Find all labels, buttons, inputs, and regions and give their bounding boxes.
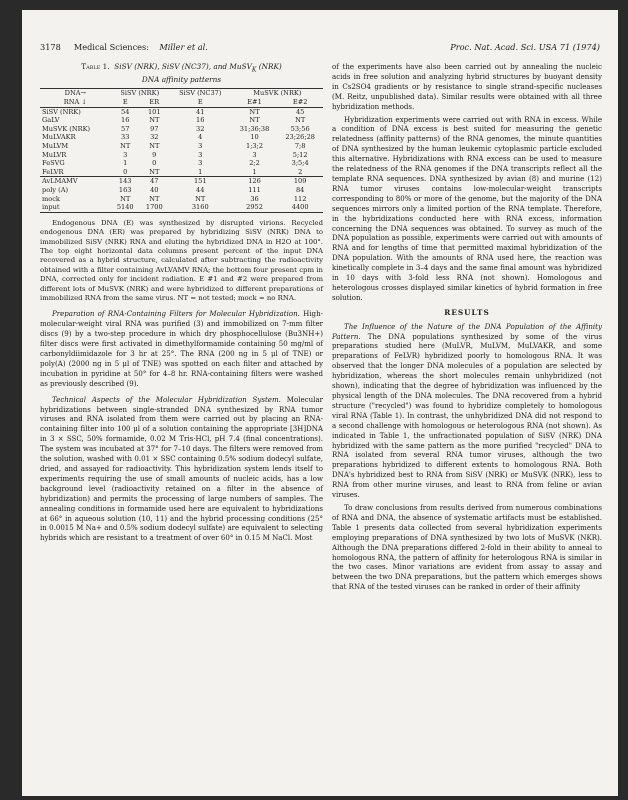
table-row <box>40 133 323 142</box>
table-cell: 0 <box>152 159 157 168</box>
body-paragraph: Hybridization experiments were carried out with RNA in excess. While a condition of DNA excess is best suited for measuring the genetic relatedness (affinity patterns) of the RNA genomes, the minute quantities of DNA synthesized by the human leukemic cytoplasmic particle excluded this alternative. Hybridizations with RNA excess can be used to measure the relatedness of the RNA genomes if the DNA transcripts reflect all the template RNA sequences. DNA synthesized by avian (8) and murine (12) RNA tumor viruses contains low-molecular-weight transcripts corresponding to 80% or more of the genome, but the majority of the DNA sequences mirrors only a limited portion of the RNA template. Therefore, in the hybridizations conducted here with RNA excess, information concerning the DNA sequences was obtained. To survey as much of the DNA population as possible, experiments were carried out with amounts of RNA and for lengths of time that permitted maximal hybridization of the DNA population. With the amounts of RNA used here, the reaction was kinetically complete in 3–4 days and the same final amount was hybridized in 10 days with 3-fold less RNA (not shown). Homologous and heterologous crosses displayed similar kinetics of hybrid formation in free solution. <box>332 114 602 302</box>
table-cell: 1700 <box>145 203 163 212</box>
table-cell: NT <box>249 116 260 125</box>
table-cell: 33 <box>121 133 130 142</box>
results-text-1: The DNA populations synthesized by some of the virus preparations studied here (MuLVR, MuLVM, MuLVAKR, and some preparations of FeLVR) hybridized poorly to homologous RNA. It was observed that the longer DNA molecules of a population are selected by hybridization, whereas the short molecules remain unhybridized (not shown), indicating that the degree of hybridization was influenced by the physical length of the DNA molecules. The DNA recovered from a hybrid structure ("recycled") was found to hybridize completely to homologous viral RNA (Table 1). In contrast, the unhybridized DNA did not respond to a second challenge with homologous or heterologous RNA (not shown). As indicated in Table 1, the unfractionated population of SiSV (NRK) DNA hybridized with the same pattern as the more purified "recycled" DNA to RNA isolated from several RNA tumor viruses, although the two preparations hybridized to different extents to homologous RNA. Both DNA's hybridized best to RNA from SiSV (NRK) or MuSVK (NRK), less to RNA from other murine viruses, and least to RNA from feline or avian viruses. <box>332 331 602 500</box>
table-cell: 47 <box>150 177 159 186</box>
table-title-1: SiSV (NRK), SiSV (NC37), and MuSV <box>114 62 252 71</box>
left-body <box>40 309 323 543</box>
table-cell: 111 <box>248 185 261 194</box>
table-cell: 57 <box>121 124 130 133</box>
results-paragraph-1 <box>332 322 602 500</box>
table-cell: 1 <box>123 159 128 168</box>
table-row <box>40 107 323 116</box>
subcol-header: ER <box>149 98 160 107</box>
body-paragraph: of the experiments have also been carried out by annealing the nucleic acids in free solution and analyzing hybrid structures by buoyant density in Cs2SO4 gradients or by resistance to single strand-specific nucleases (M. Reitz, unpublished data). Similar results were obtained with all three hybridization methods. <box>332 62 602 111</box>
table-title-2: DNA affinity patterns <box>141 75 222 85</box>
table-cell: NT <box>149 167 160 176</box>
table-cell: 2;2 <box>249 159 260 168</box>
results-paragraph-2: To draw conclusions from results derived from numerous combinations of RNA and DNA, the absence of systematic artifacts must be established. Table 1 presents data collected from several hybridization experiments employing preparations of DNA synthesized by two lots of MuSVK (NKR). Although the DNA preparations differed 2-fold in their ability to anneal to homologous RNA, the pattern of affinity for heterologous RNA is similar in the two cases. Minor variations are evident from assay to assay and between the two DNA preparations, but the pattern which emerges shows that RNA of the tested viruses can be ranked in order of their affinity <box>332 502 602 592</box>
table-cell: 109 <box>293 177 307 186</box>
table-row <box>40 116 323 125</box>
table-title-tail: (NRK) <box>256 62 282 71</box>
header-left <box>40 42 208 52</box>
table-cell: NT <box>295 116 306 125</box>
table-row <box>40 203 323 212</box>
table-cell: 10 <box>250 133 259 142</box>
row-label: MuLVR <box>42 150 67 159</box>
table-cell: 1 <box>198 167 203 176</box>
row-label: MuLVAKR <box>42 133 76 142</box>
table-cell: 53;56 <box>290 124 310 133</box>
subcol-header: E <box>122 98 128 107</box>
col-rna: RNA ↓ <box>63 98 87 107</box>
table-cell: NT <box>195 194 206 203</box>
table-cell: 16 <box>196 116 205 125</box>
journal-page <box>22 10 618 796</box>
table-footnote <box>40 219 323 304</box>
table-cell: 5140 <box>116 203 134 212</box>
table-cell: 31;36;38 <box>239 124 270 133</box>
row-label: MuSVK (NRK) <box>42 124 91 133</box>
methods-paragraph <box>40 395 323 544</box>
results-subtitle: The Influence of the Nature of the DNA Population of the Affinity Pattern. <box>332 321 602 341</box>
table-cell: 16 <box>121 116 130 125</box>
table-row <box>40 186 323 195</box>
table-title-sub: K <box>251 66 257 74</box>
table-cell: 2 <box>298 167 303 176</box>
table-caption <box>40 62 323 85</box>
table-cell: 3 <box>198 142 203 151</box>
row-label: AvLMAMV <box>42 177 78 186</box>
table-header-row-2 <box>40 98 323 107</box>
table-cell: 32 <box>196 124 205 133</box>
table-cell: NT <box>120 194 131 203</box>
table-cell: 40 <box>150 185 159 194</box>
table-cell: 126 <box>248 177 261 186</box>
paragraph-title: Preparation of RNA-Containing Filters for Molecular Hybridization. <box>52 309 300 319</box>
table-body <box>40 107 323 212</box>
table-cell: 3160 <box>191 203 209 212</box>
footnote-text: Endogenous DNA (E) was synthesized by disrupted virions. Recycled endogenous DNA (ER) was prepared by hybridizing SiSV (NRK) DNA to immobilized SiSV (NRK) RNA and eluting the hybridized DNA in H2O at 100°. The top eight horizontal data columns present percent of the input DNA recovered as a hybrid structure, calculated after subtracting the radioactivity obtained with a filter containing AvLVAMV RNA; the bottom four present cpm in DNA, corrected only for incident radiation. E #1 and #2 were prepared from different lots of MuSVK (NRK) and were hybridized to different preparations of immobilized RNA from the same virus. NT = not tested; mock = no RNA. <box>40 218 323 303</box>
table-cell: 3 <box>252 150 257 159</box>
paragraph-title: Technical Aspects of the Molecular Hybridization System. <box>52 394 281 404</box>
group-header: SiSV (NRK) <box>120 89 160 98</box>
row-label: GaLV <box>42 116 60 125</box>
table-cell: 3;5;4 <box>291 159 309 168</box>
table-cell: 4 <box>198 133 203 142</box>
row-label: FeSVG <box>42 159 65 168</box>
affinity-table <box>40 88 323 212</box>
table-cell: 9 <box>152 150 157 159</box>
table-cell: 3 <box>123 150 128 159</box>
table-cell: 84 <box>295 185 305 194</box>
row-label: poly (A) <box>42 185 69 194</box>
table-cell: 1;3;2 <box>246 142 264 151</box>
section-name: Medical Sciences: <box>73 42 149 52</box>
subcol-header: E#1 <box>247 98 262 107</box>
table-cell: 23;26;28 <box>285 133 315 142</box>
methods-paragraph <box>40 309 323 388</box>
right-column <box>332 62 602 595</box>
group-header: SiSV (NC37) <box>179 89 222 98</box>
table-row <box>40 125 323 134</box>
table-row <box>40 142 323 151</box>
table-cell: 32 <box>150 133 159 142</box>
journal-citation: Proc. Nat. Acad. Sci. USA 71 (1974) <box>450 42 600 52</box>
table-cell: 97 <box>150 124 159 133</box>
table-cell: 7;8 <box>294 142 306 151</box>
table-cell: 1 <box>252 167 257 176</box>
group-header: MuSVK (NRK) <box>253 89 302 98</box>
table-cell: NT <box>149 142 160 151</box>
subcol-header: E <box>197 98 203 107</box>
row-label: MuLVM <box>42 142 69 151</box>
subcol-header: E#2 <box>292 98 308 107</box>
row-label: input <box>42 203 60 212</box>
table-cell: NT <box>249 107 260 116</box>
table-cell: 4400 <box>291 203 309 212</box>
table-cell: 36 <box>250 194 259 203</box>
page-number: 3178 <box>40 42 61 52</box>
table-row <box>40 177 323 186</box>
paragraph-text: Molecular hybridizations between single-stranded DNA synthesized by RNA tumor viruses and RNA isolated from them were carried out by placing an RNA-containing filter into 100 μl of a solution containing the appropriate [3H]DNA in 3 × SSC, 50% formamide, 0.02 M Tris·HCl, pH 7.4 (final concentrations). The system was incubated at 37° for 7–10 days. The filters were removed from the solution, washed with 0.01 × SSC containing 0.5% sodium dodecyl sulfate, dried, and assayed for radioactivity. This hybridization system lends itself to experiments requiring the use of small amounts of nucleic acids, has a low background level (radioactivity retained on a filter in the absence of hybridization) and permits the processing of large numbers of samples. The annealing conditions in formamide used here are equivalent to hybridizations at 66° in aqueous solution (10, 11) and the hybrid processing conditions (25° in 0.0015 M Na+ and 0.5% sodium dodecyl sulfate) are equivalent to selecting hybrids which are resistant to a treatment of over 60° in 0.15 M NaCl. Most <box>40 394 323 543</box>
table-cell: NT <box>149 116 160 125</box>
table-cell: 54 <box>121 107 130 116</box>
table-row <box>40 151 323 160</box>
row-label: FeLVR <box>42 167 64 176</box>
table-cell: 163 <box>118 185 132 194</box>
table-cell: 5;12 <box>292 150 308 159</box>
row-label: SiSV (NRK) <box>42 107 81 116</box>
table-cell: NT <box>149 194 160 203</box>
table-row <box>40 195 323 204</box>
right-body <box>332 62 602 303</box>
results-heading: RESULTS <box>444 307 490 317</box>
table-cell: 151 <box>193 177 207 186</box>
table-cell: 45 <box>295 107 305 116</box>
table-cell: 143 <box>118 177 132 186</box>
table-cell: NT <box>120 142 131 151</box>
table-header-row-1 <box>40 89 323 98</box>
table-label: Table 1. <box>81 62 110 71</box>
table-cell: 2952 <box>246 203 263 212</box>
table-cell: 44 <box>196 185 205 194</box>
table-cell: 112 <box>293 194 307 203</box>
row-label: mock <box>42 194 60 203</box>
col-dna: DNA→ <box>64 89 87 98</box>
table-row <box>40 159 323 168</box>
table-cell: 0 <box>123 167 128 176</box>
table-cell: 101 <box>147 107 161 116</box>
authors: Miller et al. <box>159 42 208 52</box>
table-cell: 3 <box>198 159 203 168</box>
paragraph-text: High-molecular-weight viral RNA was purified (3) and immobilized on 7-mm filter discs (9) by a two-step procedure in which dry phosphocellulose (Bu3NH+) filter discs were first activated in dimethylformamide containing 50 mg/ml of carbonyldiimidazole for 3 hr at 25°. The RNA (200 ng in 5 μl of TNE) or poly(A) (2000 ng in 5 μl of TNE) was spotted on each filter and attached by incubation in pyridine at 50° for 4–8 hr. RNA-containing filters were washed as previously described (9). <box>40 309 323 388</box>
table-cell: 3 <box>198 150 203 159</box>
left-column <box>40 62 323 546</box>
table-cell: 41 <box>196 107 205 116</box>
table-row <box>40 168 323 177</box>
